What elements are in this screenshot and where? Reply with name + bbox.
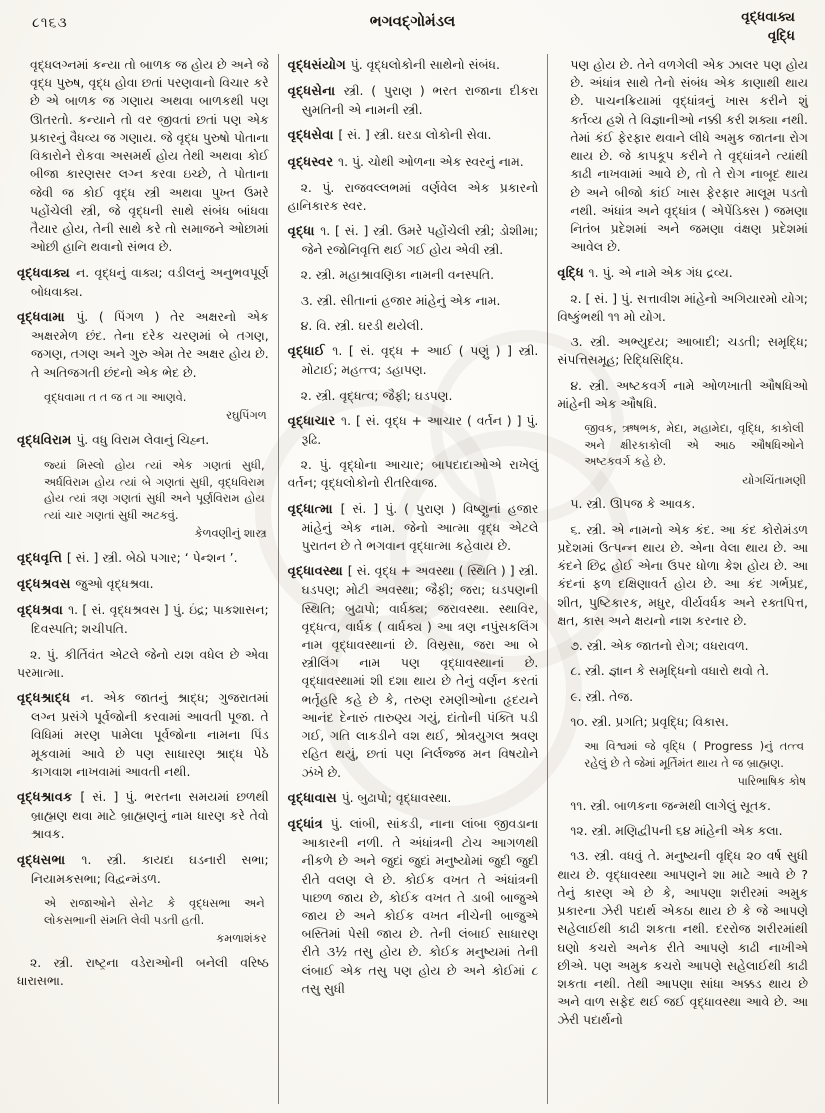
headword: વૃદ્ધા: [287, 224, 321, 240]
guide-word-top: વૃદ્ધવાક્ય: [741, 9, 795, 25]
attribution-paragraph: કમળાશંકર: [216, 931, 267, 946]
guide-words: [741, 8, 795, 46]
column-left: [8, 54, 278, 1104]
dictionary-entry: વૃદ્ધસેવા [ સં. ] સ્ત્રી. ઘરડા લોકોની સેવા.: [287, 127, 492, 144]
column-middle: [278, 54, 548, 1104]
text-columns: [0, 54, 825, 1104]
headword: વૃદ્ધાત્મા: [287, 501, 341, 517]
headword: વૃદ્ધશ્રાવક: [17, 790, 81, 806]
headword: વૃદ્ધાવાસ: [287, 790, 342, 806]
dictionary-entry: વૃદ્ધશ્રવા ૧. [ સં. વૃદ્ધશ્રવસ ] પું. ઇંદ્ર; પાકશાસન; દિવસ્પતિ; શચીપતિ.: [17, 602, 269, 637]
page-number: ૮૧૬૩: [32, 15, 68, 31]
dictionary-entry: વૃદ્ધવૃત્તિ [ સં. ] સ્ત્રી. બેઠો પગાર; ‘ પેન્શન ’.: [17, 550, 238, 567]
dictionary-entry: વૃદ્ધશ્રવસ જુઓ વૃદ્ધશ્રવા.: [17, 576, 154, 593]
sense-paragraph: ૨. પું. વૃદ્ધોના આચાર; બાપદાદાઓએ રાખેલું વર્તન; વૃદ્ધલોકોનો રીતરિવાજ.: [287, 457, 539, 491]
headword: વૃદ્ધવાક્ય: [17, 265, 77, 281]
headword: વૃદ્ધસ્વર: [287, 154, 339, 170]
headword: વૃદ્ધિ: [557, 265, 589, 281]
attribution-paragraph: કેળવણીનું શાસ્ત્ર: [194, 526, 267, 541]
dictionary-entry: વૃદ્ધસંયોગ પું. વૃદ્ધલોકોની સાથેનો સંબંધ.: [287, 57, 500, 73]
headword: વૃદ્ધસેના: [287, 84, 344, 100]
dictionary-entry: વૃદ્ધાચાર ૧. [ સં. વૃદ્ધ + આચાર ( વર્તન ) ] પું. રૂઢિ.: [287, 412, 539, 447]
headword: વૃદ્ધશ્રાદ્ધ: [17, 691, 81, 707]
sense-paragraph: ૨. [ સં. ] પું. સત્તાવીશ માંહેનો અગિયારમો યોગ; વિષ્કુંભથી ૧૧ મો યોગ.: [557, 290, 808, 324]
book-title: ભગવદ્ગોમંડલ: [369, 12, 456, 30]
guide-word-bottom: વૃદ્ધિ: [767, 27, 795, 44]
dictionary-entry: વૃદ્ધસેના સ્ત્રી. ( પુરાણ ) ભરત રાજાના દીકરા સુમતિની એ નામની સ્ત્રી.: [287, 83, 539, 118]
headword: વૃદ્ધશ્રવસ: [17, 577, 76, 593]
sense-paragraph: ૨. પું. કીર્તિવંત એટલે જેનો યશ વધેલ છે એવા પરમાત્મા.: [17, 646, 269, 680]
quote-paragraph: આ વિશ્વમાં જે વૃદ્ધિ ( Progress )નું તત્ત્વ રહેલું છે તે જેમાં મૂર્તિમંત થાય તે જ બ્રાહ્મણ.: [584, 739, 804, 770]
sense-paragraph: ૨. સ્ત્રી. રાષ્ટ્રના વડેરાઓની બનેલી વરિષ્ઠ ધારાસભા.: [17, 954, 269, 989]
sense-paragraph: ૨. સ્ત્રી. વૃદ્ધત્વ; જૈફી; ઘડપણ.: [300, 387, 453, 403]
sense-paragraph: ૩. સ્ત્રી. સીતાનાં હજાર માંહેનું એક નામ.: [300, 292, 501, 308]
dictionary-entry: વૃદ્ધાઈ ૧. [ સં. વૃદ્ધ + આઈ ( પણું ) ] સ્ત્રી. મોટાઈ; મહત્ત્વ; ડહાપણ.: [287, 343, 539, 378]
sense-paragraph: ૫. સ્ત્રી. ઊપજ કે આવક.: [570, 496, 696, 512]
quote-paragraph: જીવક, ઋષભક, મેદા, મહામેદા, વૃદ્ધિ, કાકોલી અને ક્ષીરકાકોલી એ આઠ ઔષધિઓને અષ્ટકવર્ગ કહે છે.: [584, 421, 804, 469]
continuation-paragraph: વૃદ્ધલગ્નમાં કન્યા તો બાળક જ હોય છે અને જે વૃદ્ધ પુરુષ, વૃદ્ધ હોવા છતાં પરણવાનો વિચાર કરે છે એ બાળક જ ગણાય અથવા બાળકથી પણ ઊતરતો. કન્યાને તો વર જીવતાં છતાં પણ એક પ્રકારનું વૈધવ્ય જ ગણાય. જે વૃદ્ધ પુરુષો પોતાના વિકારોને રોકવા અસમર્થ હોય તેથી અથવા કોઈ બીજા કારણસર લગ્ન કરવા ઇચ્છે, તે પોતાના જેવી જ કોઈ વૃદ્ધ સ્ત્રી અથવા પુખ્ત ઉમરે પહોંચેલી સ્ત્રી, જે વૃદ્ધની સાથે સંબંધ બાંધવા તૈયાર હોય, તેની સાથે કરે તો સમાજને ઓછામાં ઓછી હાનિ થવાનો સંભવ છે.: [30, 57, 269, 255]
headword: વૃદ્ધાંત્ર: [287, 816, 331, 832]
dictionary-entry: વૃદ્ધશ્રાદ્ધ ન. એક જાતનું શ્રાદ્ધ; ગુજરાતમાં લગ્ન પ્રસંગે પૂર્વજોની કરવામાં આવતી પૂજા. તે વિધિમાં મરણ પામેલા પૂર્વજોના નામના પિંડ મૂકવામાં આવે છે પણ સાધારણ શ્રાદ્ધ પેઠે કાગવાશ નાખવામાં આવતી નથી.: [17, 690, 269, 779]
dictionary-entry: વૃદ્ધસ્વર ૧. પું. ચોથી ઓળના એક સ્વરનું નામ.: [287, 153, 524, 170]
sense-paragraph: ૧૦. સ્ત્રી. પ્રગતિ; પ્રવૃદ્ધિ; વિકાસ.: [570, 713, 729, 729]
sense-paragraph: ૨. સ્ત્રી. મહાશ્રાવણિકા નામની વનસ્પતિ.: [300, 267, 495, 283]
dictionary-entry: વૃદ્ધાંત્ર પું. લાંબી, સાંકડી, નાના લાંબા જીવડાના આકારની નળી. તે અંધાંત્રની ટોચ આગળથી નીકળે છે અને જુદાં જુદાં મનુષ્યોમાં જુદી જુદી રીતે વલણ લે છે. કોઈક વખત તે અંધાંત્રની પાછળ જાય છે, કોઈક વખત તે ડાબી બાજુએ જાય છે અને કોઈક વખત નીચેની બાજુએ બસ્તિમાં પેસી જાય છે. તેની લંબાઈ સાધારણ રીતે ૩½ તસુ હોય છે. કોઈક મનુષ્યમાં તેની લંબાઈ એક તસુ પણ હોય છે અને કોઈમાં ૮ તસુ સુધી: [287, 815, 539, 996]
dictionary-entry: વૃદ્ધશ્રાવક [ સં. ] પું. ભરતના સમયમાં છળથી બ્રાહ્મણ થવા માટે બ્રાહ્મણનું નામ ધારણ કરે તેવો શ્રાવક.: [17, 789, 269, 842]
headword: વૃદ્ધસેવા: [287, 128, 339, 144]
headword: વૃદ્ધાવસ્થા: [287, 564, 348, 580]
dictionary-entry: વૃદ્ધસભા ૧. સ્ત્રી. કાયદા ઘડનારી સભા; નિયામકસભા; વિદ્વન્મંડળ.: [17, 851, 269, 886]
dictionary-entry: વૃદ્ધા ૧. [ સં. ] સ્ત્રી. ઉમરે પહોંચેલી સ્ત્રી; ડોશીમા; જેને રજોનિવૃત્તિ થઈ ગઈ હોય એવી સ્ત્રી.: [287, 223, 539, 258]
sense-paragraph: ૪. વિ. સ્ત્રી. ઘરડી થયેલી.: [300, 317, 424, 333]
column-right: [547, 54, 817, 1104]
sense-paragraph: ૧૧. સ્ત્રી. બાળકના જન્મથી લાગેલું સૂતક.: [570, 797, 771, 813]
dictionary-entry: વૃદ્ધાવસ્થા [ સં. વૃદ્ધ + અવસ્થા ( સ્થિતિ ) ] સ્ત્રી. ઘડપણ; મોટી અવસ્થા; જૈફી; જરા; ઘડપણની સ્થિતિ; બુઢાપો; વાર્ધક્ય; જરાવસ્થા. સ્થાવિર, વૃદ્ધત્વ, વાર્ધક ( વાર્ધક્ય ) આ ત્રણ નપુંસકલિંગ નામ વૃદ્ધાવસ્થાનાં છે. વિસ્રસા, જરા આ બે સ્ત્રીલિંગ નામ પણ વૃદ્ધાવસ્થાનાં છે. વૃદ્ધાવસ્થામાં શી દશા થાય છે તેનું વર્ણન કરતાં ભર્તૃહરિ કહે છે કે, તરુણ રમણીઓના હૃદયને આનંદ દેનારું તારુણ્ય ગયું, દાંતોની પંક્તિ પડી ગઈ, ગતિ લાકડીને વશ થઈ, શ્રોત્રયુગલ શ્રવણ રહિત થયું, છતાં પણ નિર્લજ્જ મન વિષયોને ઝંખે છે.: [287, 563, 539, 780]
dictionary-entry: વૃદ્ધાવાસ પું. બુઢાપો; વૃદ્ધાવસ્થા.: [287, 789, 452, 806]
headword: વૃદ્ધસભા: [17, 852, 82, 868]
sense-paragraph: ૮. સ્ત્રી. જ્ઞાન કે સમૃદ્ધિનો વધારો થવો તે.: [570, 663, 770, 679]
sense-paragraph: ૩. સ્ત્રી. અભ્યુદય; આબાદી; ચડતી; સમૃદ્ધિ; સંપત્તિસમૂહ; રિદ્ધિસિદ્ધિ.: [557, 334, 808, 368]
headword: વૃદ્ધાઈ: [287, 344, 333, 360]
page-header: [0, 0, 825, 54]
quote-paragraph: વૃદ્ધવામા ત ત જ ત ગા આણવે.: [44, 389, 187, 404]
continuation-paragraph: પણ હોય છે. તેને વળગેલી એક ઝાલર પણ હોય છે. અંધાંત્ર સાથે તેનો સંબંધ એક કાણાથી થાય છે. પાચનક્રિયામાં વૃદ્ધાંત્રનું ખાસ કરીને શું કર્તવ્ય હશે તે વિજ્ઞાનીઓ નક્કી કરી શક્યા નથી. તેમાં કંઈ ફેરફાર થવાને લીધે અમુક જાતના રોગ થાય છે. જે કાપકૂપ કરીને તે વૃદ્ધાંત્રને ત્યાંથી કાઢી નાખવામાં આવે છે, તો તે રોગ નાબૂદ થાય છે અને બીજો કાંઈ ખાસ ફેરફાર માલૂમ પડતો નથી. અંધાંત્ર અને વૃદ્ધાંત્ર ( એપેંડિક્સ ) જમણા નિતંબ પ્રદેશમાં અને જમણા વંક્ષણ પ્રદેશમાં આવેલ છે.: [570, 57, 808, 255]
headword: વૃદ્ધવૃત્તિ: [17, 551, 67, 567]
quote-paragraph: જ્યાં મિસ્લો હોય ત્યાં એક ગણતાં સુધી, અર્ધવિરામ હોય ત્યાં બે ગણતાં સુધી, વૃદ્ધવિરામ હોય ત્યાં ત્રણ ગણતાં સુધી અને પૂર્ણવિરામ હોય ત્યાં ચાર ગણતાં સુધી અટકવું.: [44, 458, 265, 522]
dictionary-entry: વૃદ્ધવાક્ય ન. વૃદ્ધનું વાક્ય; વડીલનું અનુભવપૂર્ણ બોધવાક્ય.: [17, 264, 269, 299]
headword: વૃદ્ધાચાર: [287, 413, 342, 429]
headword: વૃદ્ધવામા: [17, 309, 77, 325]
headword: વૃદ્ધવિરામ: [17, 433, 77, 449]
sense-paragraph: ૪. સ્ત્રી. અષ્ટકવર્ગ નામે ઓળખાતી ઔષધિઓ માંહેની એક ઔષધિ.: [557, 377, 808, 411]
headword: વૃદ્ધશ્રવા: [17, 603, 69, 619]
sense-paragraph: ૬. સ્ત્રી. એ નામનો એક કંદ. આ કંદ કોરોમંડળ પ્રદેશમાં ઉત્પન્ન થાય છે. એના વેલા થાય છે. આ કંદને છિદ્ર હોઈ એના ઉપર ધોળા કેશ હોય છે. આ કંદનાં ફળ દક્ષિણાવર્ત હોય છે. આ કંદ ગર્ભપ્રદ, શીત, પુષ્ટિકારક, મધુર, વીર્યવર્ધક અને રક્તપિત્ત, ક્ષત, કાસ અને ક્ષયનો નાશ કરનાર છે.: [557, 521, 808, 628]
headword: વૃદ્ધસંયોગ: [287, 58, 351, 73]
quote-paragraph: એ રાજાઓને સેનેટ કે વૃદ્ધસભા અને લોકસભાની સંમતિ લેવી પડતી હતી.: [44, 896, 265, 927]
dictionary-entry: વૃદ્ધાત્મા [ સં. ] પું. ( પુરાણ ) વિષ્ણુનાં હજાર માંહેનું એક નામ. જેનો આત્મા વૃદ્ધ એટલે પુરાતન છે તે ભગવાન વૃદ્ધાત્મા કહેવાય છે.: [287, 500, 539, 553]
attribution-paragraph: રઘુપિંગળ: [226, 408, 267, 423]
dictionary-entry: વૃદ્ધવામા પું. ( પિંગળ ) તેર અક્ષરનો એક અક્ષરમેળ છંદ. તેના દરેક ચરણમાં બે તગણ, જગણ, તગણ અને ગુરુ એમ તેર અક્ષર હોય છે. તે અતિજગતી છંદનો એક ભેદ છે.: [17, 308, 269, 380]
attribution-paragraph: યોગચિંતામણી: [742, 472, 806, 487]
sense-paragraph: ૧૩. સ્ત્રી. વધવું તે. મનુષ્યની વૃદ્ધિ ૨૦ વર્ષ સુધી થાય છે. વૃદ્ધાવસ્થા આપણને શા માટે આવે છે ? તેનું કારણ એ છે કે, આપણા શરીરમાં અમુક પ્રકારના ઝેરી પદાર્થ એકઠા થાય છે કે જે આપણે સહેલાઈથી કાઢી શકતા નથી. દરરોજ શરીરમાંથી ઘણો કચરો અનેક રીતે આપણે કાઢી નાખીએ છીએ. પણ અમુક કચરો આપણે સહેલાઈથી કાઢી શકતા નથી. તેથી આપણા સાંધા અક્કડ થાય છે અને વાળ સફેદ થઈ જઈ વૃદ્ધાવસ્થા આવે છે. આ ઝેરી પદાર્થનો: [557, 848, 808, 1028]
dictionary-entry: વૃદ્ધિ ૧. પું. એ નામે એક ગંધ દ્રવ્ય.: [557, 264, 733, 281]
dictionary-entry: વૃદ્ધવિરામ પું. વધુ વિરામ લેવાનું ચિહ્ન.: [17, 432, 210, 449]
sense-paragraph: ૨. પું. રાજવલ્લભમાં વર્ણવેલ એક પ્રકારનો હાનિકારક સ્વર.: [287, 179, 539, 213]
sense-paragraph: ૭. સ્ત્રી. એક જાતનો રોગ; વધરાવળ.: [570, 638, 749, 654]
attribution-paragraph: પારિભાષિક કોષ: [737, 774, 806, 789]
sense-paragraph: ૧૨. સ્ત્રી. મણિદ્વીપની ૬૪ માંહેની એક કલા.: [570, 823, 783, 839]
sense-paragraph: ૯. સ્ત્રી. તેજ.: [570, 688, 634, 704]
